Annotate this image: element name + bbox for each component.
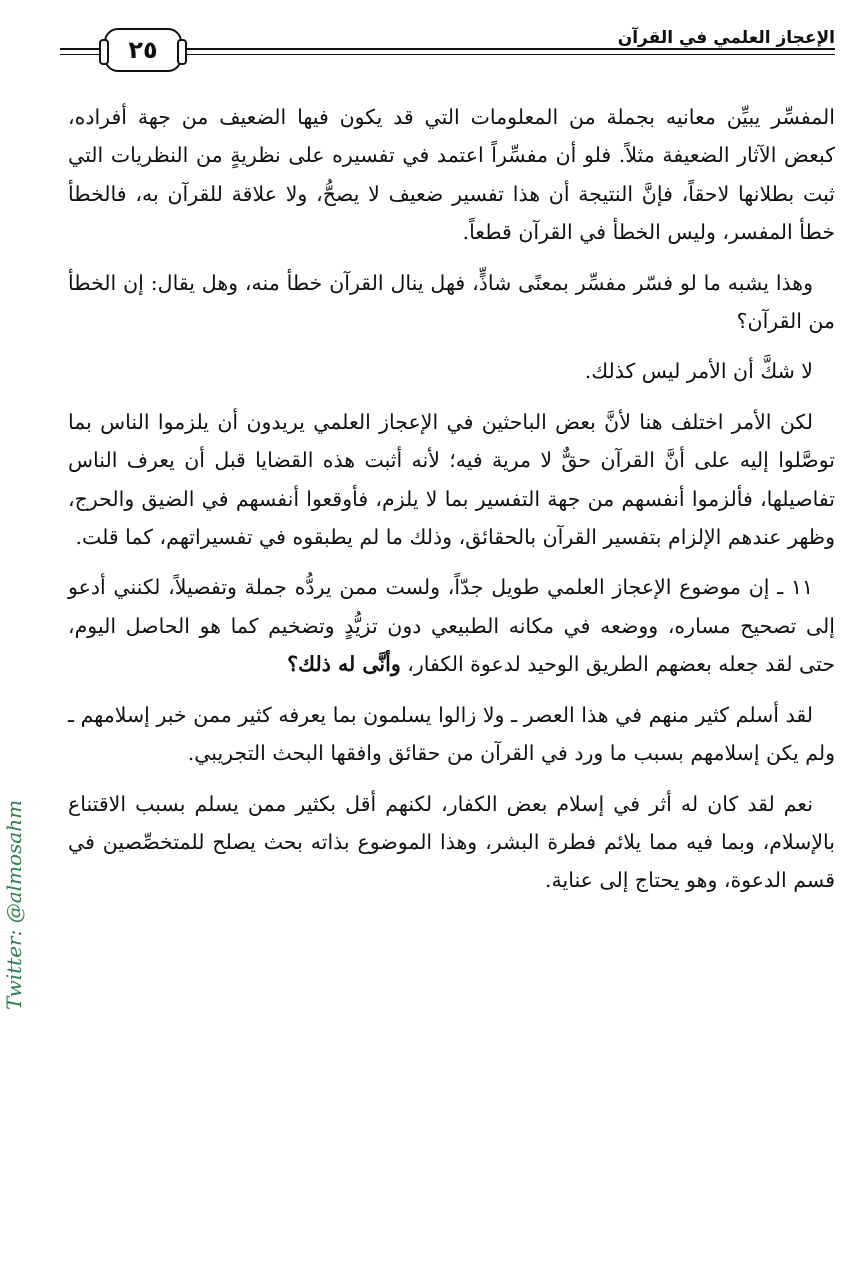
paragraph-7: نعم لقد كان له أثر في إسلام بعض الكفار، لكنهم أقل بكثير ممن يسلم بسبب الاقتناع بالإسلام، وبما فيه مما يلائم فطرة البشر، وهذا الموضوع بذاته بحث يصلح للمتخصِّصين في قسم الدعوة، وهو يحتاج إلى عناية. [68, 791, 835, 893]
page-number-frame [104, 28, 182, 72]
paragraph-4: لكن الأمر اختلف هنا لأنَّ بعض الباحثين في الإعجاز العلمي يريدون أن يلزموا الناس بما توصَّلوا إليه على أنَّ القرآن حقٌّ لا مرية فيه؛ لأنه أثبت هذه القضايا قبل أن يعرف الناس تفاصيلها، فألزموا أنفسهم من جهة التفسير بما لا يلزم، فأوقعوا أنفسهم في الضيق والحرج، وظهر عندهم الإلزام بتفسير القرآن بالحقائق، وذلك ما لم يطبقوه في تفسيراتهم، كما قلت. [68, 409, 835, 550]
paragraph-5-text: ١١ ـ إن موضوع الإعجاز العلمي طويل جدّاً، ولست ممن يردُّه جملة وتفصيلاً، لكنني أدعو إلى تصحيح مساره، ووضعه في مكانه الطبيعي دون تزيُّدٍ وتضخيم كما هو الحاصل اليوم، حتى لقد جعله بعضهم الطريق الوحيد لدعوة الكفار، [68, 575, 835, 677]
page-number: ٢٥ [128, 36, 158, 64]
header-rule-left [60, 48, 102, 55]
paragraph-6: لقد أسلم كثير منهم في هذا العصر ـ ولا زالوا يسلمون بما يعرفه كثير ممن خبر إسلامهم ـ ولم يكن إسلامهم بسبب ما ورد في القرآن من حقائق وافقها البحث التجريبي. [68, 702, 835, 766]
header-rule-right [185, 48, 835, 55]
running-title: الإعجاز العلمي في القرآن [610, 28, 835, 48]
paragraph-1: المفسِّر يبيِّن معانيه بجملة من المعلومات التي قد يكون فيها الضعيف من جهة أفراده، كبعض الآثار الضعيفة مثلاً. فلو أن مفسِّراً اعتمد في تفسيره على نظريةٍ من النظريات التي ثبت بطلانها لاحقاً، فإنَّ النتيجة أن هذا تفسير ضعيف لا يصحُّ، ولا علاقة للقرآن به، فالخطأ خطأ المفسر، وليس الخطأ في القرآن قطعاً. [68, 105, 835, 245]
paragraph-5 [68, 568, 835, 683]
watermark-text: Twitter: @almosahm [2, 799, 26, 1010]
paragraph-5-emphasis: وأنَّى له ذلك؟ [287, 652, 401, 677]
paragraph-2: وهذا يشبه ما لو فسّر مفسِّر بمعنًى شاذٍّ، فهل ينال القرآن خطأ منه، وهل يقال: إن الخطأ من القرآن؟ [68, 270, 835, 334]
body-text [68, 98, 835, 912]
page-header [60, 26, 835, 76]
paragraph-3: لا شكَّ أن الأمر ليس كذلك. [584, 359, 813, 384]
